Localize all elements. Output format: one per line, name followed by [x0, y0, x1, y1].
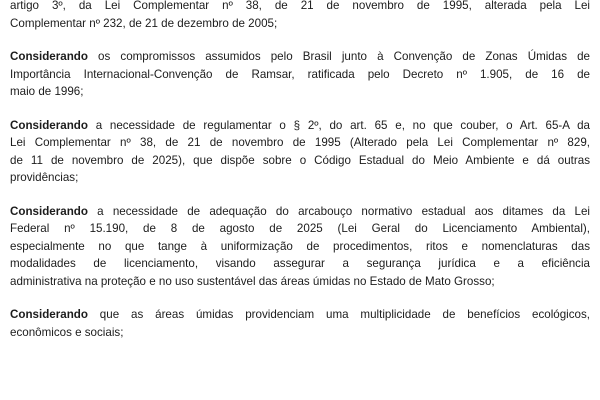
text-line: [10, 203, 590, 221]
text-line: maio de 1996;: [10, 85, 84, 98]
paragraph-federal-law: [10, 203, 590, 291]
text-line: de 11 de novembro de 2025), que dispõe sobre o Código Estadual do Meio Ambiente e dá outras: [10, 153, 590, 167]
text-line: modalidades de licenciamento, visando assegurar a segurança jurídica e a eficiência: [10, 257, 590, 270]
document-page: [10, 0, 590, 357]
text-line: administrativa na proteção e no uso sustentável das áreas úmidas no Estado de Mato Grosso;: [10, 274, 495, 288]
text-line: Federal nº 15.190, de 8 de agosto de 2025 (Lei Geral do Licenciamento Ambiental),: [10, 222, 590, 235]
text-span: os compromissos assumidos pelo Brasil junto à Convenção de Zonas Úmidas de: [87, 50, 590, 63]
text-span: a necessidade de regulamentar o § 2º, do art. 65 e, no que couber, o Art. 65-A da: [87, 118, 590, 132]
text-line: econômicos e sociais;: [10, 325, 124, 339]
paragraph-legal-basis: [10, 0, 590, 32]
keyword-considerando: Considerando: [10, 308, 88, 321]
text-line: [10, 117, 590, 135]
text-line: especialmente no que tange à uniformização de procedimentos, ritos e nomenclaturas das: [10, 239, 590, 253]
paragraph-ramsar-convention: [10, 48, 590, 101]
text-line: [10, 48, 590, 66]
text-line: artigo 3º, da Lei Complementar nº 38, de 21 de novembro de 1995, alterada pela Lei: [10, 0, 590, 12]
paragraph-regulation-need: [10, 117, 590, 187]
text-span: que as áreas úmidas providenciam uma multiplicidade de benefícios ecológicos,: [87, 308, 590, 321]
text-line: providências;: [10, 171, 79, 184]
text-line: Importância Internacional-Convenção de Ramsar, ratificada pelo Decreto nº 1.905, de 16 de: [10, 67, 590, 81]
keyword-considerando: Considerando: [10, 204, 88, 218]
text-line: Lei Complementar nº 38, de 21 de novembro de 1995 (Alterado pela Lei Complementar nº 829,: [10, 136, 590, 149]
text-span: a necessidade de adequação do arcabouço normativo estadual aos ditames da Lei: [87, 204, 590, 218]
keyword-considerando: Considerando: [10, 118, 88, 132]
paragraph-wetland-benefits: [10, 306, 590, 341]
text-line: Complementar nº 232, de 21 de dezembro de 2005;: [10, 16, 278, 30]
text-line: [10, 306, 590, 324]
keyword-considerando: Considerando: [10, 50, 88, 63]
